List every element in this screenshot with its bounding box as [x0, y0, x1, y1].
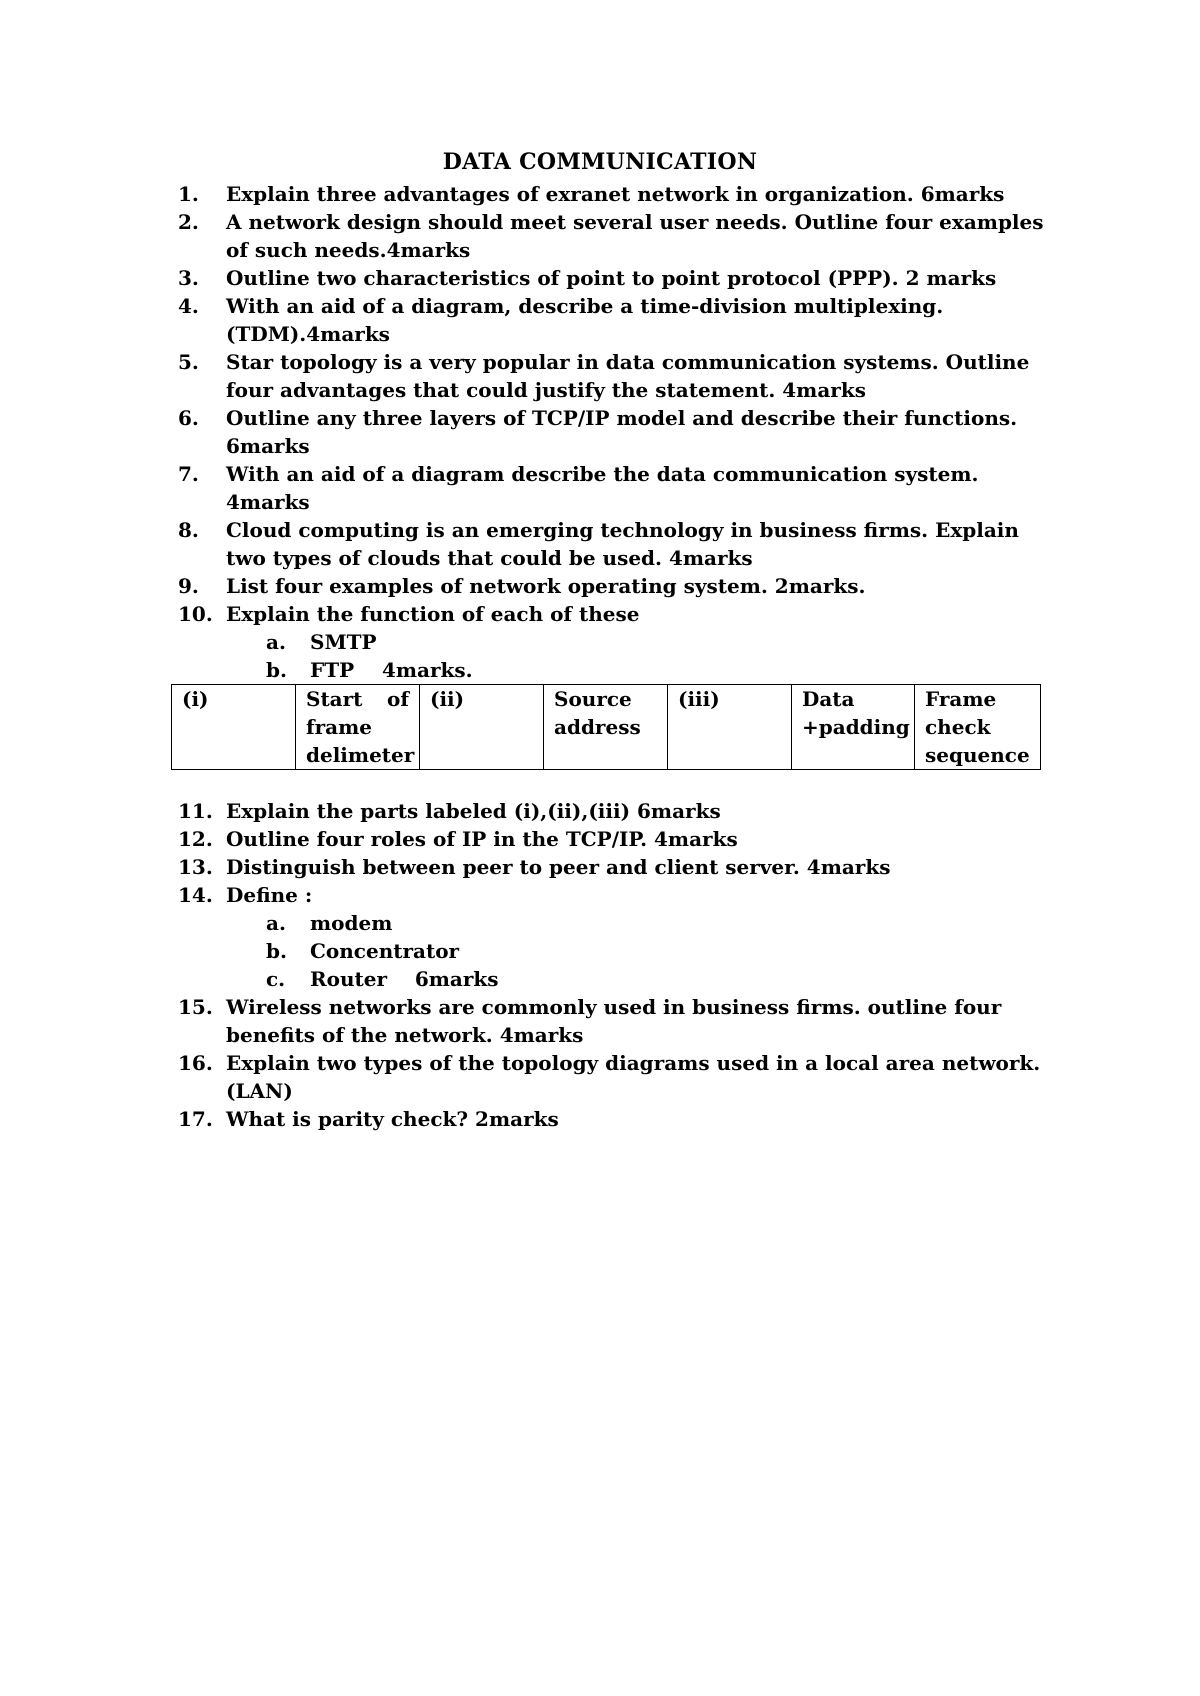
question-text: Outline four roles of IP in the TCP/IP. 4marks: [226, 827, 738, 851]
question-number: 6.: [178, 406, 199, 430]
question-number: 15.: [178, 995, 213, 1019]
question-text: Define :: [226, 883, 313, 907]
sub-item: [178, 937, 1058, 965]
question-text: Explain three advantages of exranet network in organization. 6marks: [226, 182, 1005, 206]
sub-item: [178, 656, 1058, 684]
question-text: With an aid of a diagram describe the data communication system. 4marks: [226, 462, 979, 514]
sub-item-letter: a.: [266, 630, 286, 654]
sub-item-text: FTP 4marks.: [310, 658, 473, 682]
question-number: 13.: [178, 855, 213, 879]
question-number: 1.: [178, 182, 199, 206]
sub-item-letter: b.: [266, 939, 287, 963]
sub-item: [178, 965, 1058, 993]
question-text: With an aid of a diagram, describe a time-division multiplexing. (TDM).4marks: [226, 294, 944, 346]
question-text: Explain the parts labeled (i),(ii),(iii) 6marks: [226, 799, 721, 823]
question-number: 2.: [178, 210, 199, 234]
sub-item: [178, 628, 1058, 656]
question-item: [178, 825, 1058, 853]
question-item: [178, 264, 1058, 292]
question-item: [178, 993, 1058, 1049]
question-text: Star topology is a very popular in data communication systems. Outline four advantages that could justify the statement. 4marks: [226, 350, 1030, 402]
table-cell-label-iii: (iii): [668, 685, 792, 770]
question-list-part2: [178, 797, 1058, 1133]
question-item: [178, 600, 1058, 628]
frame-format-table: [171, 684, 1041, 770]
sub-item-text: Concentrator: [310, 939, 460, 963]
question-number: 7.: [178, 462, 199, 486]
question-number: 16.: [178, 1051, 213, 1075]
question-text: Wireless networks are commonly used in business firms. outline four benefits of the network. 4marks: [226, 995, 1002, 1047]
question-text: Cloud computing is an emerging technology in business firms. Explain two types of clouds that could be used. 4marks: [226, 518, 1019, 570]
question-item: [178, 516, 1058, 572]
sub-item-letter: c.: [266, 967, 286, 991]
sub-item-letter: a.: [266, 911, 286, 935]
question-item: [178, 881, 1058, 909]
question-item: [178, 404, 1058, 460]
question-item: [178, 208, 1058, 264]
table-cell-label-ii: (ii): [420, 685, 544, 770]
question-item: [178, 853, 1058, 881]
sub-item: [178, 909, 1058, 937]
question-item: [178, 1105, 1058, 1133]
question-text: Explain the function of each of these: [226, 602, 640, 626]
question-number: 8.: [178, 518, 199, 542]
table-cell-data-padding: Data +padding: [792, 685, 915, 770]
question-text: What is parity check? 2marks: [226, 1107, 559, 1131]
question-list-part1: [178, 180, 1058, 684]
question-number: 3.: [178, 266, 199, 290]
question-number: 5.: [178, 350, 199, 374]
question-item: [178, 1049, 1058, 1105]
question-number: 9.: [178, 574, 199, 598]
sub-item-letter: b.: [266, 658, 287, 682]
table-row: [172, 685, 1041, 770]
question-item: [178, 292, 1058, 348]
question-number: 4.: [178, 294, 199, 318]
sub-item-text: Router 6marks: [310, 967, 499, 991]
table-cell-frame-check: Frame check sequence: [915, 685, 1041, 770]
question-text: Outline any three layers of TCP/IP model and describe their functions. 6marks: [226, 406, 1018, 458]
question-text: A network design should meet several user needs. Outline four examples of such needs.4marks: [226, 210, 1044, 262]
page-title: DATA COMMUNICATION: [442, 149, 758, 175]
question-text: List four examples of network operating system. 2marks.: [226, 574, 866, 598]
question-number: 10.: [178, 602, 213, 626]
sub-item-text: SMTP: [310, 630, 377, 654]
question-text: Explain two types of the topology diagrams used in a local area network. (LAN): [226, 1051, 1041, 1103]
table-cell-source-address: Source address: [544, 685, 668, 770]
question-item: [178, 572, 1058, 600]
sub-item-text: modem: [310, 911, 393, 935]
question-text: Outline two characteristics of point to point protocol (PPP). 2 marks: [226, 266, 997, 290]
question-item: [178, 797, 1058, 825]
question-item: [178, 348, 1058, 404]
question-text: Distinguish between peer to peer and client server. 4marks: [226, 855, 891, 879]
question-item: [178, 180, 1058, 208]
table-cell-label-i: (i): [172, 685, 296, 770]
question-item: [178, 460, 1058, 516]
question-number: 14.: [178, 883, 213, 907]
question-number: 11.: [178, 799, 213, 823]
question-number: 17.: [178, 1107, 213, 1131]
table-cell-start-of-frame: Start of frame delimeter: [296, 685, 420, 770]
question-number: 12.: [178, 827, 213, 851]
